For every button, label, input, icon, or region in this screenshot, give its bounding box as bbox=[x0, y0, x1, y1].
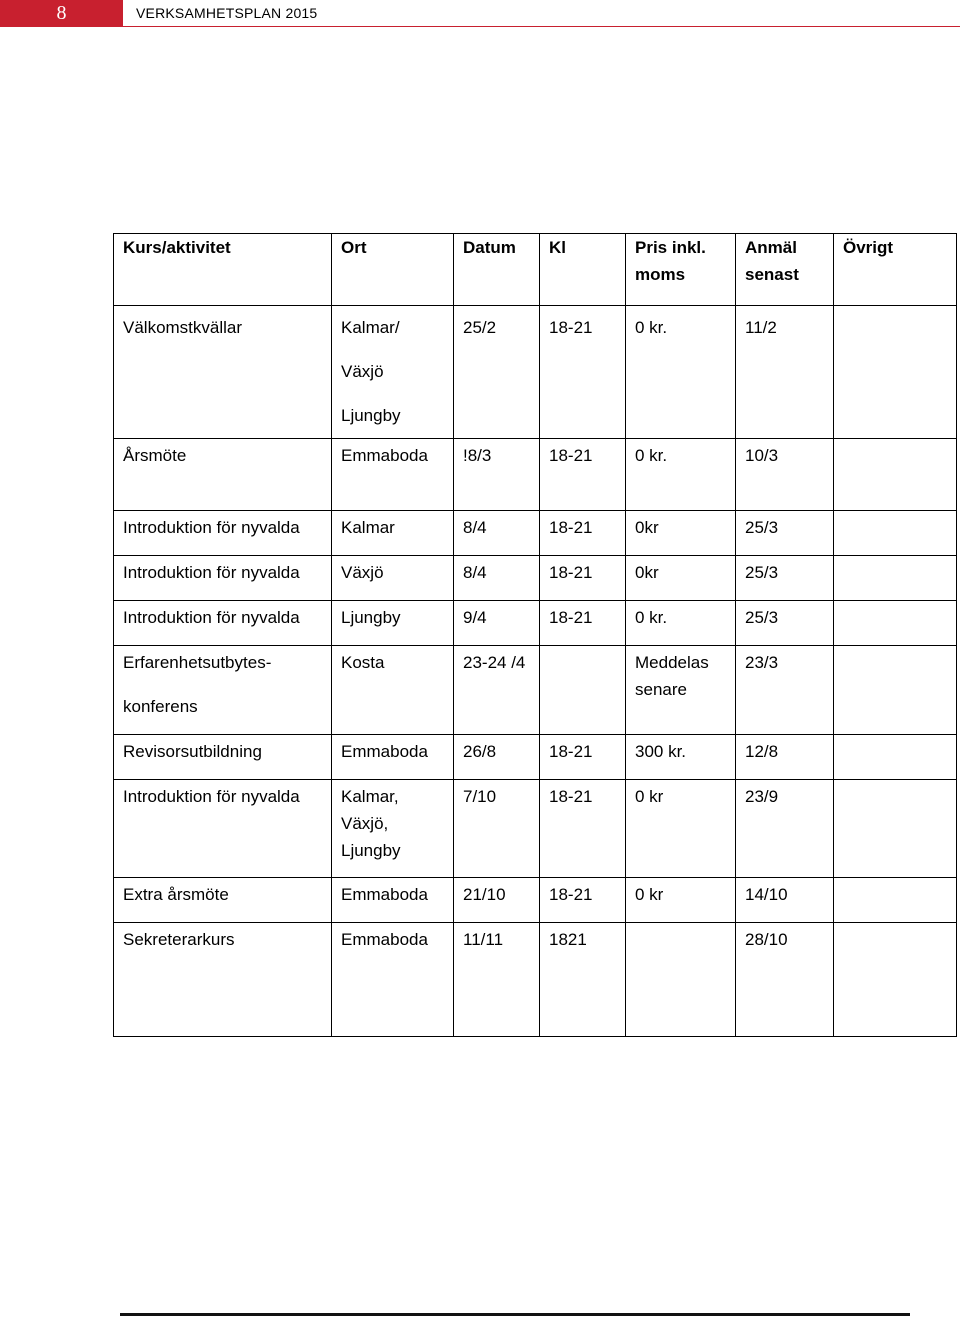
cell-place: Emmaboda bbox=[332, 923, 454, 1037]
column-header-price: Pris inkl. moms bbox=[626, 234, 736, 306]
table-row bbox=[114, 923, 957, 1037]
cell-price: 0kr bbox=[626, 511, 736, 556]
cell-price bbox=[626, 923, 736, 1037]
activity-table bbox=[113, 233, 957, 1037]
cell-time: 1821 bbox=[540, 923, 626, 1037]
cell-date: 11/11 bbox=[454, 923, 540, 1037]
cell-time: 18-21 bbox=[540, 439, 626, 511]
table-row bbox=[114, 878, 957, 923]
cell-price: 0kr bbox=[626, 556, 736, 601]
document-title: VERKSAMHETSPLAN 2015 bbox=[136, 5, 318, 21]
cell-activity: Revisorsutbildning bbox=[114, 735, 332, 780]
cell-place: Kalmar, Växjö, Ljungby bbox=[332, 780, 454, 878]
table-row bbox=[114, 306, 957, 439]
cell-time: 18-21 bbox=[540, 556, 626, 601]
cell-deadline: 25/3 bbox=[736, 511, 834, 556]
table-row bbox=[114, 646, 957, 735]
cell-price: Meddelas senare bbox=[626, 646, 736, 735]
cell-deadline: 10/3 bbox=[736, 439, 834, 511]
cell-activity: Introduktion för nyvalda bbox=[114, 601, 332, 646]
cell-time: 18-21 bbox=[540, 780, 626, 878]
page-number: 8 bbox=[0, 0, 123, 27]
cell-time: 18-21 bbox=[540, 735, 626, 780]
cell-place: Emmaboda bbox=[332, 439, 454, 511]
table-row bbox=[114, 601, 957, 646]
cell-other bbox=[834, 439, 957, 511]
cell-date: 8/4 bbox=[454, 511, 540, 556]
cell-price: 0 kr bbox=[626, 780, 736, 878]
cell-deadline: 23/3 bbox=[736, 646, 834, 735]
cell-date: 26/8 bbox=[454, 735, 540, 780]
table-row bbox=[114, 780, 957, 878]
cell-other bbox=[834, 601, 957, 646]
cell-date: 8/4 bbox=[454, 556, 540, 601]
cell-activity: Extra årsmöte bbox=[114, 878, 332, 923]
cell-price: 0 kr bbox=[626, 878, 736, 923]
cell-other bbox=[834, 923, 957, 1037]
cell-other bbox=[834, 646, 957, 735]
column-header-place: Ort bbox=[332, 234, 454, 306]
cell-time: 18-21 bbox=[540, 306, 626, 439]
cell-deadline: 12/8 bbox=[736, 735, 834, 780]
cell-place: Kalmar/ Växjö Ljungby bbox=[332, 306, 454, 439]
cell-date: !8/3 bbox=[454, 439, 540, 511]
cell-place: Kosta bbox=[332, 646, 454, 735]
table-row bbox=[114, 556, 957, 601]
cell-place: Emmaboda bbox=[332, 735, 454, 780]
cell-other bbox=[834, 878, 957, 923]
cell-date: 25/2 bbox=[454, 306, 540, 439]
cell-activity: Introduktion för nyvalda bbox=[114, 556, 332, 601]
cell-deadline: 23/9 bbox=[736, 780, 834, 878]
cell-activity: Sekreterarkurs bbox=[114, 923, 332, 1037]
cell-date: 23-24 /4 bbox=[454, 646, 540, 735]
cell-price: 0 kr. bbox=[626, 601, 736, 646]
cell-other bbox=[834, 511, 957, 556]
table-header-row bbox=[114, 234, 957, 306]
column-header-deadline: Anmäl senast bbox=[736, 234, 834, 306]
cell-other bbox=[834, 556, 957, 601]
cell-time: 18-21 bbox=[540, 878, 626, 923]
cell-deadline: 11/2 bbox=[736, 306, 834, 439]
table-row bbox=[114, 735, 957, 780]
column-header-date: Datum bbox=[454, 234, 540, 306]
table-row bbox=[114, 439, 957, 511]
cell-place: Ljungby bbox=[332, 601, 454, 646]
cell-time: 18-21 bbox=[540, 601, 626, 646]
cell-other bbox=[834, 735, 957, 780]
cell-date: 21/10 bbox=[454, 878, 540, 923]
cell-place: Växjö bbox=[332, 556, 454, 601]
cell-activity: Introduktion för nyvalda bbox=[114, 780, 332, 878]
cell-price: 300 kr. bbox=[626, 735, 736, 780]
cell-deadline: 28/10 bbox=[736, 923, 834, 1037]
header-divider bbox=[0, 26, 960, 27]
cell-activity: Årsmöte bbox=[114, 439, 332, 511]
cell-deadline: 25/3 bbox=[736, 556, 834, 601]
cell-other bbox=[834, 780, 957, 878]
cell-activity: Erfarenhetsutbytes- konferens bbox=[114, 646, 332, 735]
table-row bbox=[114, 511, 957, 556]
cell-deadline: 25/3 bbox=[736, 601, 834, 646]
cell-date: 7/10 bbox=[454, 780, 540, 878]
cell-date: 9/4 bbox=[454, 601, 540, 646]
cell-price: 0 kr. bbox=[626, 306, 736, 439]
cell-time: 18-21 bbox=[540, 511, 626, 556]
column-header-other: Övrigt bbox=[834, 234, 957, 306]
cell-place: Emmaboda bbox=[332, 878, 454, 923]
column-header-activity: Kurs/aktivitet bbox=[114, 234, 332, 306]
cell-time bbox=[540, 646, 626, 735]
cell-other bbox=[834, 306, 957, 439]
cell-activity: Introduktion för nyvalda bbox=[114, 511, 332, 556]
column-header-time: Kl bbox=[540, 234, 626, 306]
cell-price: 0 kr. bbox=[626, 439, 736, 511]
footer-divider bbox=[120, 1313, 910, 1316]
cell-deadline: 14/10 bbox=[736, 878, 834, 923]
cell-place: Kalmar bbox=[332, 511, 454, 556]
cell-activity: Välkomstkvällar bbox=[114, 306, 332, 439]
